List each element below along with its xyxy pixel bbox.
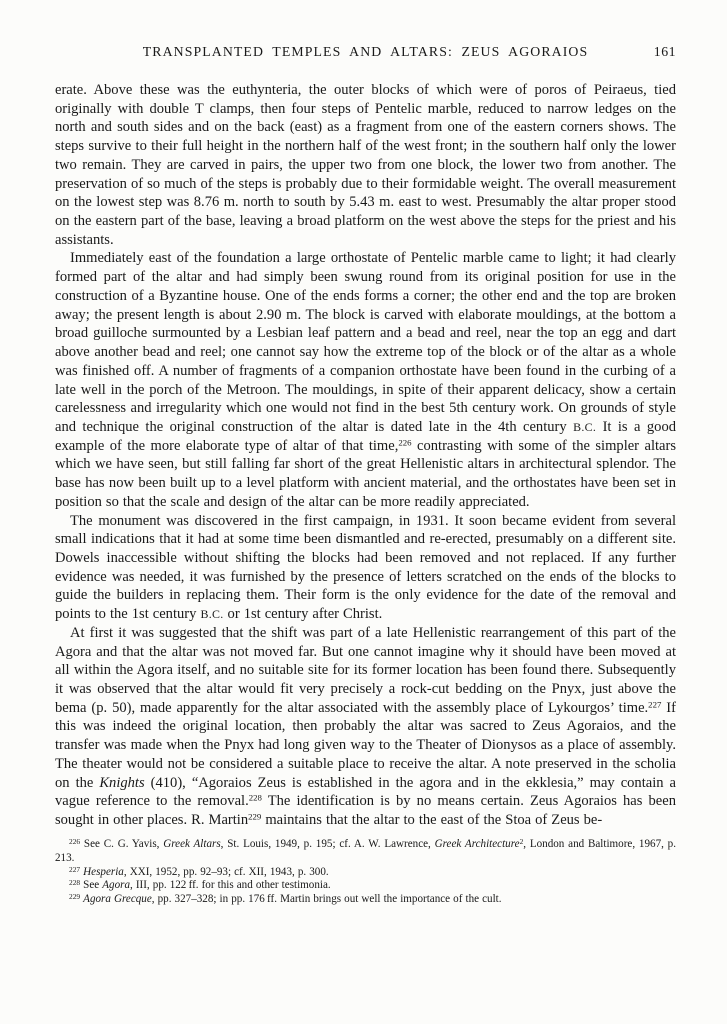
running-title: TRANSPLANTED TEMPLES AND ALTARS: ZEUS AGORAIOS	[142, 44, 589, 59]
body-text	[55, 81, 676, 830]
paragraph-3: The monument was discovered in the first campaign, in 1931. It soon became evident from several small indications that it had at some time been dismantled and re-erected, presumably on a different site. Dowels inaccessible without shifting the blocks had been removed and not replaced. If any further evidence was needed, it was furnished by the presence of letters scratched on the ends of the blocks to guide the builders in replacing them. Their form is the only evidence for the date of the removal and points to the 1st century B.C. or 1st century after Christ.	[55, 512, 676, 623]
paragraph-1: erate. Above these was the euthynteria, the outer blocks of which were of poros of Peiraeus, tied originally with double T clamps, then four steps of Pentelic marble, reduced to narrow ledges on the north and south sides and on the back (east) as a fragment from one of the eastern corners shows. The steps survive to their full height in the northern half of the west front; in the southern half only the lower two remain. They are carved in pairs, the upper two from one block, the lower two from another. The preservation of so much of the steps is probably due to their formidable weight. The overall measurement on the lowest step was 8.76 m. north to south by 5.43 m. east to west. Presumably the altar proper stood on the eastern part of the base, leaving a broad platform on the west above the steps for the priest and his assistants.	[55, 82, 676, 248]
footnote-227: $^{227}$ Hesperia, XXI, 1952, pp. 92–93; cf. XII, 1943, p. 300.	[69, 864, 329, 878]
paragraph-2: Immediately east of the foundation a large orthostate of Pentelic marble came to light; it had clearly formed part of the altar and had simply been swung round from its original position for use in the construction of a Byzantine house. One of the ends forms a corner; the other end and the top are broken away; the present length is about 2.90 m. The block is carved with elaborate mouldings, at the bottom a broad guilloche surmounted by a Lesbian leaf pattern and a bead and reel, near the top an egg and dart above another bead and reel; one cannot say how the extreme top of the block or of the altar as a whole was finished off. A number of fragments of a companion orthostate have been found in the curbing of a late well in the porch of the Metroon. The mouldings, in spite of their apparent delicacy, show a certain carelessness and irregularity which one would not find in the best 5th century work. On grounds of style and technique the original construction of the altar is dated late in the 4th century B.C. It is a good example of the more elaborate type of altar of that time,$^{226}$ contrasting with some of the simpler altars which we have seen, but still falling far short of the great Hellenistic altars in architectural splendor. The base has now been built up to a level platform with ancient material, and the orthostates have been set in position so that the scale and design of the altar can be more readily appreciated.	[55, 250, 676, 510]
text-column	[55, 44, 676, 907]
footnote-229: $^{229}$ Agora Grecque, pp. 327–328; in pp. 176 ff. Martin brings out well the importance of the cult.	[69, 892, 502, 906]
footnote-226: $^{226}$ See C. G. Yavis, Greek Altars, St. Louis, 1949, p. 195; cf. A. W. Lawrence, Greek Architecture$^2$, London and Baltimore, 1967, p. 213.	[55, 836, 677, 864]
running-head	[55, 44, 676, 64]
footnotes-block	[55, 838, 676, 908]
paragraph-4: At first it was suggested that the shift was part of a late Hellenistic rearrangement of this part of the Agora and that the altar was not moved far. But one cannot imagine why it should have been moved at all within the Agora itself, and no suitable site for its former location has been found there. Subsequently it was observed that the altar would fit very precisely a rock-cut bedding on the Pnyx, just above the bema (p. 50), made apparently for the altar associated with the assembly place of Lykourgos’ time.$^{227}$ If this was indeed the original location, then probably the altar was sacred to Zeus Agoraios, and the transfer was made when the Pnyx had long given way to the Theater of Dionysos as a place of assembly. The theater would not be considered a suitable place to receive the altar. A note preserved in the scholia on the Knights (410), “Agoraios Zeus is established in the agora and in the ekklesia,” may contain a vague reference to the removal.$^{228}$ The identification is by no means certain. Zeus Agoraios has been sought in other places. R. Martin$^{229}$ maintains that the altar to the east of the Stoa of Zeus be-	[55, 624, 676, 829]
page-number: 161	[653, 44, 676, 59]
footnote-228: $^{228}$ See Agora, III, pp. 122 ff. for this and other testimonia.	[69, 878, 331, 892]
